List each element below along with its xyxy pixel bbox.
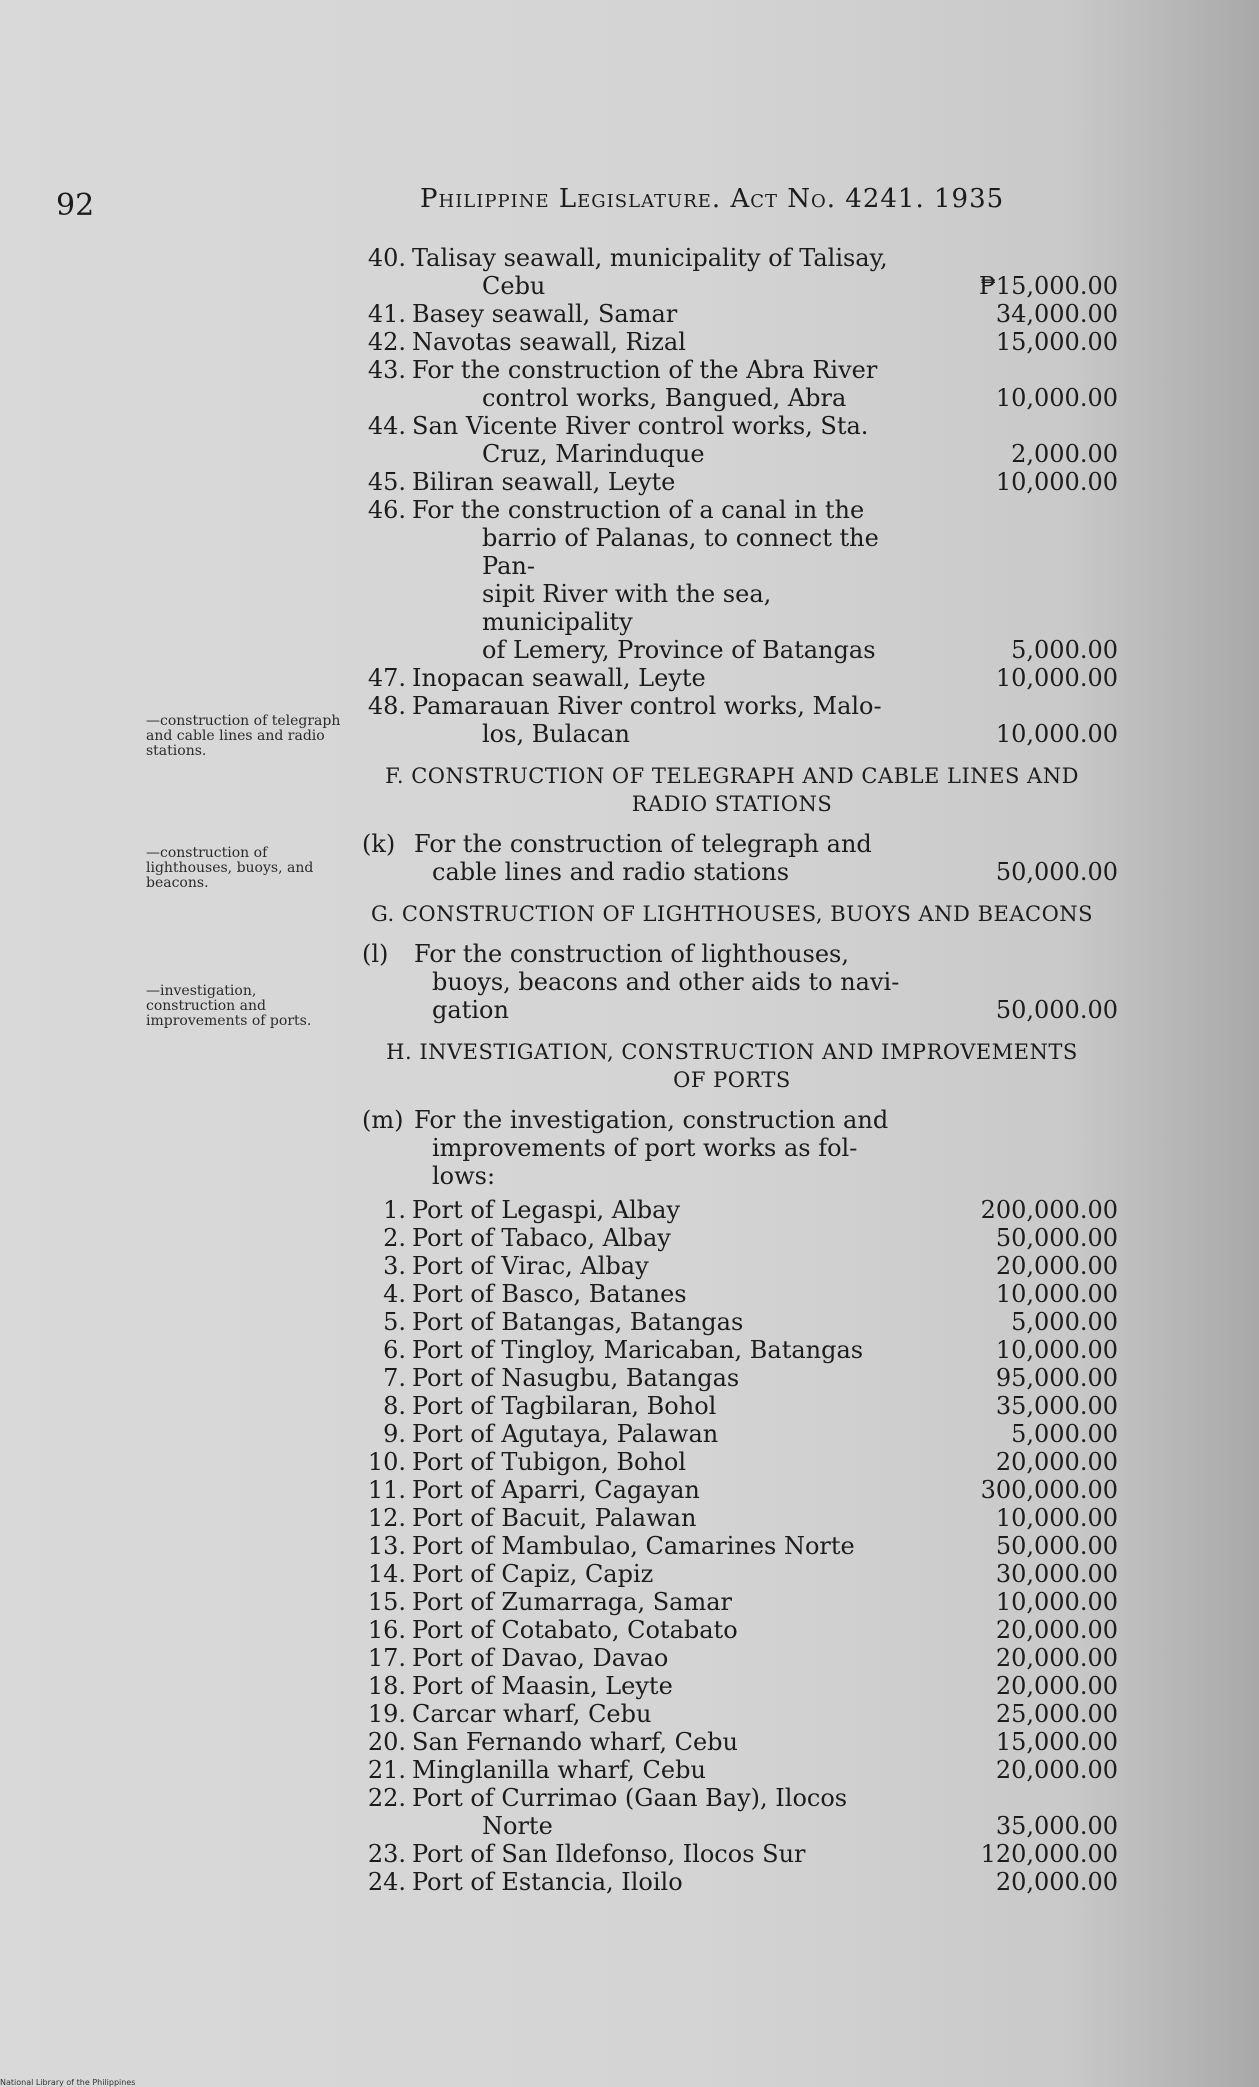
entry-line (362, 328, 922, 356)
entry-text: Port of Capiz, Capiz (412, 1560, 654, 1588)
section-heading-line: RADIO STATIONS (631, 792, 833, 816)
entry-text: Carcar wharf, Cebu (412, 1700, 652, 1728)
appropriation-item-k (362, 830, 1122, 886)
entry-line (362, 1308, 922, 1336)
entry-text: Port of Bacuit, Palawan (412, 1504, 697, 1532)
entry-line (362, 300, 922, 328)
entry-line (362, 244, 922, 272)
entry-text: Port of Davao, Davao (412, 1644, 669, 1672)
entry-amount: 10,000.00 (995, 384, 1118, 412)
appropriation-item (362, 412, 1122, 468)
entry-amount: 35,000.00 (995, 1392, 1118, 1420)
entry-line (362, 1672, 922, 1700)
entry-amount: 20,000.00 (995, 1616, 1118, 1644)
entry-text: buoys, beacons and other aids to navi- (432, 968, 900, 996)
entry-text: Cruz, Marinduque (482, 440, 705, 468)
entry-number: 1. (383, 1196, 406, 1224)
entry-line (362, 692, 922, 720)
port-item (362, 1728, 1122, 1756)
entry-number: 43. (367, 356, 406, 384)
entry-text: Pamarauan River control works, Malo- (412, 692, 882, 720)
entry-text: Port of Tagbilaran, Bohol (412, 1392, 717, 1420)
entry-line (362, 1840, 922, 1868)
entry-text: Port of Currimao (Gaan Bay), Ilocos (412, 1784, 848, 1812)
entry-amount: 200,000.00 (980, 1196, 1118, 1224)
entry-text: cable lines and radio stations (432, 858, 790, 886)
section-heading-h (342, 1038, 1122, 1094)
entry-line (362, 496, 922, 524)
entry-line (362, 940, 922, 968)
entry-text: Navotas seawall, Rizal (412, 328, 686, 356)
entry-text: lows: (432, 1162, 496, 1190)
entry-text: Port of Batangas, Batangas (412, 1308, 744, 1336)
section-heading-line: OF PORTS (673, 1068, 791, 1092)
entry-number: 41. (367, 300, 406, 328)
port-item (362, 1252, 1122, 1280)
entry-text: Port of Maasin, Leyte (412, 1672, 673, 1700)
entry-number: 47. (367, 664, 406, 692)
entry-text: Cebu (482, 272, 546, 300)
entry-amount: 50,000.00 (995, 996, 1118, 1024)
entry-line (362, 1392, 922, 1420)
entry-amount: 20,000.00 (995, 1868, 1118, 1896)
entry-amount: 10,000.00 (995, 1504, 1118, 1532)
page-number: 92 (56, 188, 95, 223)
appropriation-item-l (362, 940, 1122, 1024)
port-item (362, 1532, 1122, 1560)
appropriation-item-m (362, 1106, 1122, 1190)
entry-text: Port of Aparri, Cagayan (412, 1476, 700, 1504)
entry-text: control works, Bangued, Abra (482, 384, 847, 412)
entry-amount: 15,000.00 (995, 328, 1118, 356)
entry-amount: 50,000.00 (995, 1532, 1118, 1560)
entry-amount: 20,000.00 (995, 1672, 1118, 1700)
entry-text: Port of San Ildefonso, Ilocos Sur (412, 1840, 806, 1868)
port-item (362, 1588, 1122, 1616)
section-heading-f (342, 762, 1122, 818)
entry-number: 45. (367, 468, 406, 496)
entry-line (362, 1644, 922, 1672)
port-item (362, 1672, 1122, 1700)
entry-amount: 25,000.00 (995, 1700, 1118, 1728)
entry-text: Basey seawall, Samar (412, 300, 678, 328)
entry-text: Port of Tubigon, Bohol (412, 1448, 687, 1476)
entry-line (362, 468, 922, 496)
item-label: (l) (362, 940, 389, 968)
entry-line (362, 1448, 922, 1476)
entry-line (362, 412, 922, 440)
entry-amount: 10,000.00 (995, 1280, 1118, 1308)
port-item (362, 1336, 1122, 1364)
port-item (362, 1700, 1122, 1728)
entry-line (362, 664, 922, 692)
entry-amount: 15,000.00 (995, 1728, 1118, 1756)
entry-number: 17. (367, 1644, 406, 1672)
entry-line (362, 1700, 922, 1728)
entry-text: Port of Tingloy, Maricaban, Batangas (412, 1336, 864, 1364)
entry-line (362, 720, 922, 748)
entry-amount: 20,000.00 (995, 1756, 1118, 1784)
entry-line (362, 1280, 922, 1308)
entry-number: 6. (383, 1336, 406, 1364)
port-item (362, 1476, 1122, 1504)
section-heading-line: G. CONSTRUCTION OF LIGHTHOUSES, BUOYS AND BEACONS (370, 902, 1094, 926)
entry-amount: 20,000.00 (995, 1252, 1118, 1280)
entry-amount: 50,000.00 (995, 858, 1118, 886)
item-label: (m) (362, 1106, 404, 1134)
entry-line (362, 1196, 922, 1224)
entry-amount: 20,000.00 (995, 1644, 1118, 1672)
entry-amount: 34,000.00 (995, 300, 1118, 328)
entry-line (362, 1504, 922, 1532)
entry-amount: 20,000.00 (995, 1448, 1118, 1476)
entry-number: 13. (367, 1532, 406, 1560)
entry-amount: 2,000.00 (1011, 440, 1118, 468)
entry-number: 9. (383, 1420, 406, 1448)
port-item (362, 1560, 1122, 1588)
appropriation-item (362, 692, 1122, 748)
section-heading-line: H. INVESTIGATION, CONSTRUCTION AND IMPROVEMENTS (386, 1040, 1078, 1064)
entry-text: Inopacan seawall, Leyte (412, 664, 706, 692)
entry-text: Minglanilla wharf, Cebu (412, 1756, 706, 1784)
appropriation-list (362, 244, 1122, 1896)
entry-number: 24. (367, 1868, 406, 1896)
entry-text: Port of Basco, Batanes (412, 1280, 687, 1308)
port-item (362, 1280, 1122, 1308)
appropriation-item (362, 356, 1122, 412)
port-item (362, 1504, 1122, 1532)
entry-line (362, 272, 922, 300)
entry-text: Port of Zumarraga, Samar (412, 1588, 733, 1616)
entry-text: Norte (482, 1812, 553, 1840)
entry-line (362, 356, 922, 384)
appropriation-item (362, 664, 1122, 692)
entry-line (362, 830, 922, 858)
entry-amount: ₱15,000.00 (978, 272, 1118, 300)
entry-text: San Fernando wharf, Cebu (412, 1728, 738, 1756)
entry-amount: 10,000.00 (995, 468, 1118, 496)
entry-text: Port of Mambulao, Camarines Norte (412, 1532, 855, 1560)
entry-amount: 50,000.00 (995, 1224, 1118, 1252)
entry-text: San Vicente River control works, Sta. (412, 412, 869, 440)
entry-number: 11. (367, 1476, 406, 1504)
entry-text: of Lemery, Province of Batangas (482, 636, 876, 664)
entry-number: 46. (367, 496, 406, 524)
entry-line (362, 440, 922, 468)
margin-note-f: —construction of telegraph and cable lines and radio stations. (146, 713, 341, 759)
entry-number: 4. (383, 1280, 406, 1308)
entry-number: 14. (367, 1560, 406, 1588)
appropriation-item (362, 300, 1122, 328)
entry-line (362, 1252, 922, 1280)
entry-number: 44. (367, 412, 406, 440)
entry-text: For the construction of lighthouses, (414, 940, 849, 968)
entry-line (362, 384, 922, 412)
entry-line (362, 580, 922, 636)
entry-line (362, 1616, 922, 1644)
port-item (362, 1756, 1122, 1784)
entry-number: 40. (367, 244, 406, 272)
section-heading-line: F. CONSTRUCTION OF TELEGRAPH AND CABLE LINES AND (385, 764, 1079, 788)
port-item (362, 1420, 1122, 1448)
entry-text: barrio of Palanas, to connect the Pan- (482, 524, 879, 580)
entry-line (362, 858, 922, 886)
entry-line (362, 1162, 922, 1190)
entry-line (362, 1588, 922, 1616)
entry-number: 8. (383, 1392, 406, 1420)
section-heading-g (342, 900, 1122, 928)
entry-text: Port of Nasugbu, Batangas (412, 1364, 740, 1392)
port-item (362, 1616, 1122, 1644)
entry-number: 5. (383, 1308, 406, 1336)
port-item (362, 1392, 1122, 1420)
entry-text: Port of Tabaco, Albay (412, 1224, 671, 1252)
appropriation-item (362, 328, 1122, 356)
entry-text: Port of Legaspi, Albay (412, 1196, 680, 1224)
entry-line (362, 1106, 922, 1134)
entry-number: 42. (367, 328, 406, 356)
entry-amount: 5,000.00 (1011, 1308, 1118, 1336)
entry-line (362, 636, 922, 664)
port-item (362, 1868, 1122, 1896)
entry-text: For the construction of the Abra River (412, 356, 878, 384)
entry-text: Talisay seawall, municipality of Talisay, (412, 244, 888, 272)
entry-line (362, 1756, 922, 1784)
entry-number: 23. (367, 1840, 406, 1868)
port-item (362, 1784, 1122, 1840)
entry-number: 20. (367, 1728, 406, 1756)
entry-line (362, 524, 922, 580)
appropriation-item (362, 244, 1122, 300)
port-item (362, 1224, 1122, 1252)
entry-line (362, 1728, 922, 1756)
running-head: Philippine Legislature. Act No. 4241. 1935 (420, 184, 1005, 214)
entry-amount: 35,000.00 (995, 1812, 1118, 1840)
entry-number: 48. (367, 692, 406, 720)
entry-text: Port of Virac, Albay (412, 1252, 649, 1280)
entry-text: gation (432, 996, 509, 1024)
entry-amount: 10,000.00 (995, 1588, 1118, 1616)
entry-line (362, 1364, 922, 1392)
item-label: (k) (362, 830, 396, 858)
entry-number: 12. (367, 1504, 406, 1532)
entry-line (362, 1560, 922, 1588)
entry-text: Port of Cotabato, Cotabato (412, 1616, 738, 1644)
entry-amount: 10,000.00 (995, 1336, 1118, 1364)
entry-line (362, 1784, 922, 1812)
entry-number: 7. (383, 1364, 406, 1392)
entry-line (362, 1336, 922, 1364)
entry-number: 16. (367, 1616, 406, 1644)
entry-amount: 5,000.00 (1011, 1420, 1118, 1448)
entry-number: 15. (367, 1588, 406, 1616)
entry-text: sipit River with the sea, municipality (482, 580, 772, 636)
port-item (362, 1308, 1122, 1336)
entry-amount: 30,000.00 (995, 1560, 1118, 1588)
entry-amount: 10,000.00 (995, 664, 1118, 692)
port-item (362, 1364, 1122, 1392)
port-item (362, 1448, 1122, 1476)
entry-amount: 120,000.00 (980, 1840, 1118, 1868)
entry-text: For the investigation, construction and (414, 1106, 889, 1134)
entry-line (362, 1224, 922, 1252)
entry-line (362, 1812, 922, 1840)
entry-text: improvements of port works as fol- (432, 1134, 858, 1162)
entry-amount: 5,000.00 (1011, 636, 1118, 664)
port-item (362, 1644, 1122, 1672)
entry-line (362, 1868, 922, 1896)
entry-line (362, 996, 922, 1024)
entry-text: For the construction of a canal in the (412, 496, 865, 524)
entry-number: 21. (367, 1756, 406, 1784)
entry-line (362, 1532, 922, 1560)
entry-number: 19. (367, 1700, 406, 1728)
entry-number: 22. (367, 1784, 406, 1812)
entry-number: 2. (383, 1224, 406, 1252)
entry-line (362, 968, 922, 996)
entry-number: 18. (367, 1672, 406, 1700)
port-item (362, 1840, 1122, 1868)
margin-note-g: —construction of lighthouses, buoys, and beacons. (146, 845, 314, 891)
entry-text: Biliran seawall, Leyte (412, 468, 676, 496)
entry-line (362, 1476, 922, 1504)
entry-text: los, Bulacan (482, 720, 630, 748)
appropriation-item (362, 496, 1122, 664)
entry-number: 10. (367, 1448, 406, 1476)
entry-text: For the construction of telegraph and (414, 830, 872, 858)
entry-line (362, 1134, 922, 1162)
margin-note-h: —investigation, construction and improvements of ports. (146, 983, 312, 1029)
port-item (362, 1196, 1122, 1224)
entry-text: Port of Estancia, Iloilo (412, 1868, 683, 1896)
entry-amount: 95,000.00 (995, 1364, 1118, 1392)
entry-number: 3. (383, 1252, 406, 1280)
entry-text: Port of Agutaya, Palawan (412, 1420, 719, 1448)
entry-amount: 10,000.00 (995, 720, 1118, 748)
appropriation-item (362, 468, 1122, 496)
entry-amount: 300,000.00 (980, 1476, 1118, 1504)
scan-footer: National Library of the Philippines (0, 2078, 136, 2087)
entry-line (362, 1420, 922, 1448)
